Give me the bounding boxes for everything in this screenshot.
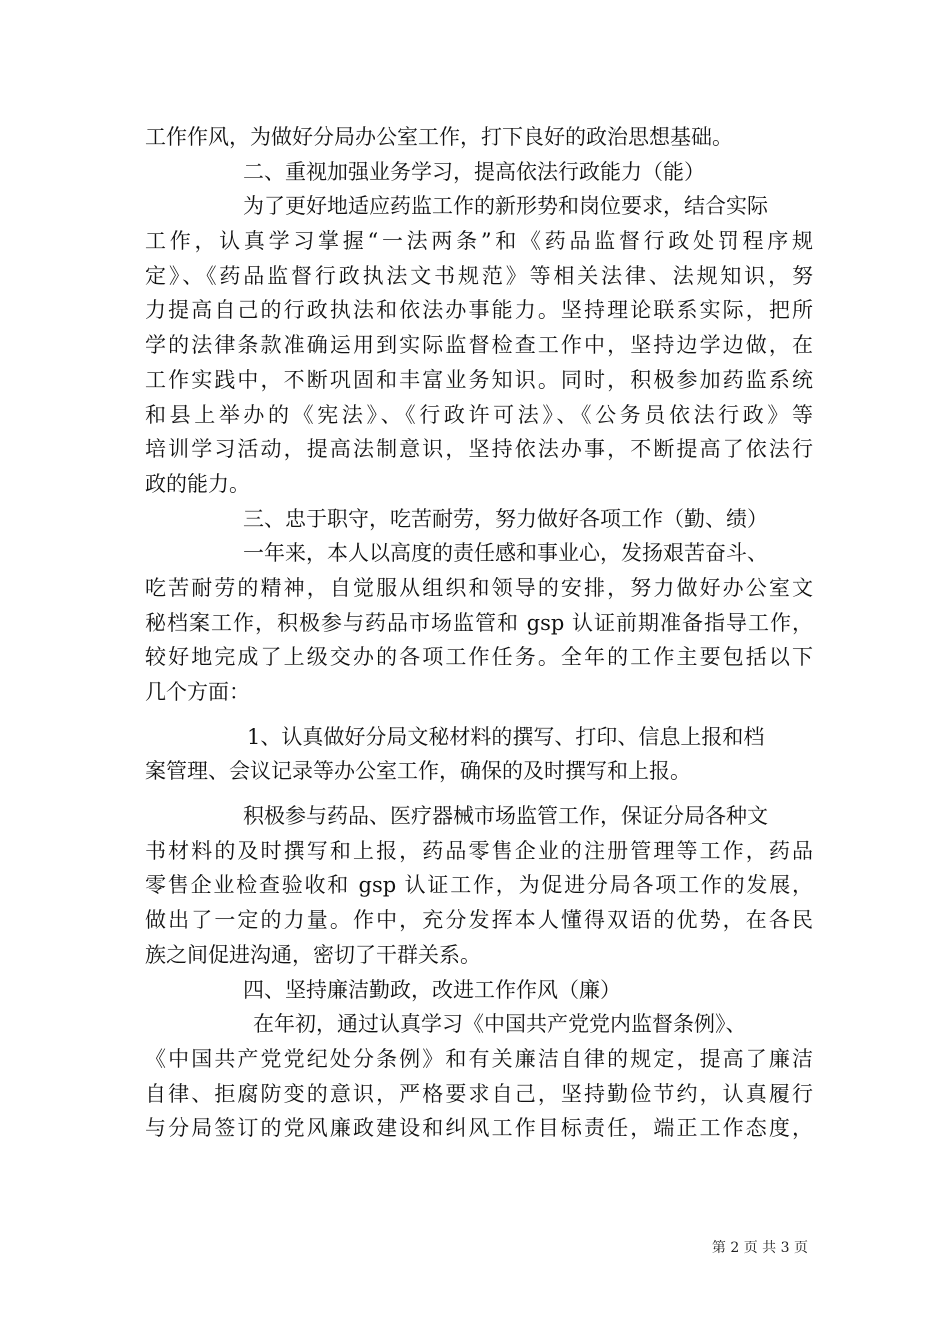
- text-line: 一年来，本人以高度的责任感和事业心，发扬艰苦奋斗、: [243, 541, 768, 566]
- page-number-footer: 第 2 页 共 3 页: [711, 1240, 808, 1256]
- text-line: 书材料的及时撰写和上报，药品零售企业的注册管理等工作，药品: [145, 838, 813, 863]
- text-line: 工作，认真学习掌握“一法两条”和《药品监督行政处罚程序规: [145, 229, 813, 254]
- paragraph-gap: [145, 789, 813, 799]
- text-line: 做出了一定的力量。作中，充分发挥本人懂得双语的优势，在各民: [145, 908, 813, 933]
- text-line: 与分局签订的党风廉政建设和纠风工作目标责任，端正工作态度，: [145, 1116, 813, 1141]
- text-line: 几个方面：: [145, 680, 250, 704]
- text-line: 《中国共产党党纪处分条例》和有关廉洁自律的规定，提高了廉洁: [145, 1046, 813, 1071]
- text-line: 为了更好地适应药监工作的新形势和岗位要求，结合实际: [243, 194, 768, 219]
- section-heading-4: 四、坚持廉洁勤政，改进工作作风（廉）: [243, 977, 621, 1002]
- text-line: 和县上举办的《宪法》、《行政许可法》、《公务员依法行政》等: [145, 402, 813, 427]
- list-item-1: 1、认真做好分局文秘材料的撰写、打印、信息上报和档: [247, 724, 765, 749]
- text-line: 吃苦耐劳的精神，自觉服从组织和领导的安排，努力做好办公室文: [145, 575, 813, 600]
- text-line: 工作作风，为做好分局办公室工作，打下良好的政治思想基础。: [145, 125, 733, 149]
- text-line: 定》、《药品监督行政执法文书规范》等相关法律、法规知识，努: [145, 263, 813, 288]
- text-line: 积极参与药品、医疗器械市场监管工作，保证分局各种文: [243, 804, 768, 829]
- text-line: 零售企业检查验收和 gsp 认证工作，为促进分局各项工作的发展，: [145, 873, 813, 898]
- text-line: 族之间促进沟通，密切了干群关系。: [145, 942, 481, 967]
- text-line: 自律、拒腐防变的意识，严格要求自己，坚持勤俭节约，认真履行: [145, 1081, 813, 1106]
- text-line: 学的法律条款准确运用到实际监督检查工作中，坚持边学边做，在: [145, 333, 813, 358]
- text-line: 工作实践中，不断巩固和丰富业务知识。同时，积极参加药监系统: [145, 367, 813, 392]
- text-line: 在年初，通过认真学习《中国共产党党内监督条例》、: [253, 1012, 747, 1037]
- text-line: 培训学习活动，提高法制意识，坚持依法办事，不断提高了依法行: [145, 437, 813, 462]
- text-line: 力提高自己的行政执法和依法办事能力。坚持理论联系实际，把所: [145, 298, 813, 323]
- body-text: [145, 120, 813, 1146]
- text-line: 政的能力。: [145, 471, 250, 496]
- section-heading-3: 三、忠于职守，吃苦耐劳，努力做好各项工作（勤、绩）: [243, 506, 768, 531]
- paragraph-gap: [145, 710, 813, 720]
- section-heading-2: 二、重视加强业务学习，提高依法行政能力（能）: [243, 159, 705, 184]
- text-line: 较好地完成了上级交办的各项工作任务。全年的工作主要包括以下: [145, 645, 813, 670]
- text-line: 案管理、会议记录等办公室工作，确保的及时撰写和上报。: [145, 759, 691, 784]
- text-line: 秘档案工作，积极参与药品市场监管和 gsp 认证前期准备指导工作，: [145, 610, 813, 635]
